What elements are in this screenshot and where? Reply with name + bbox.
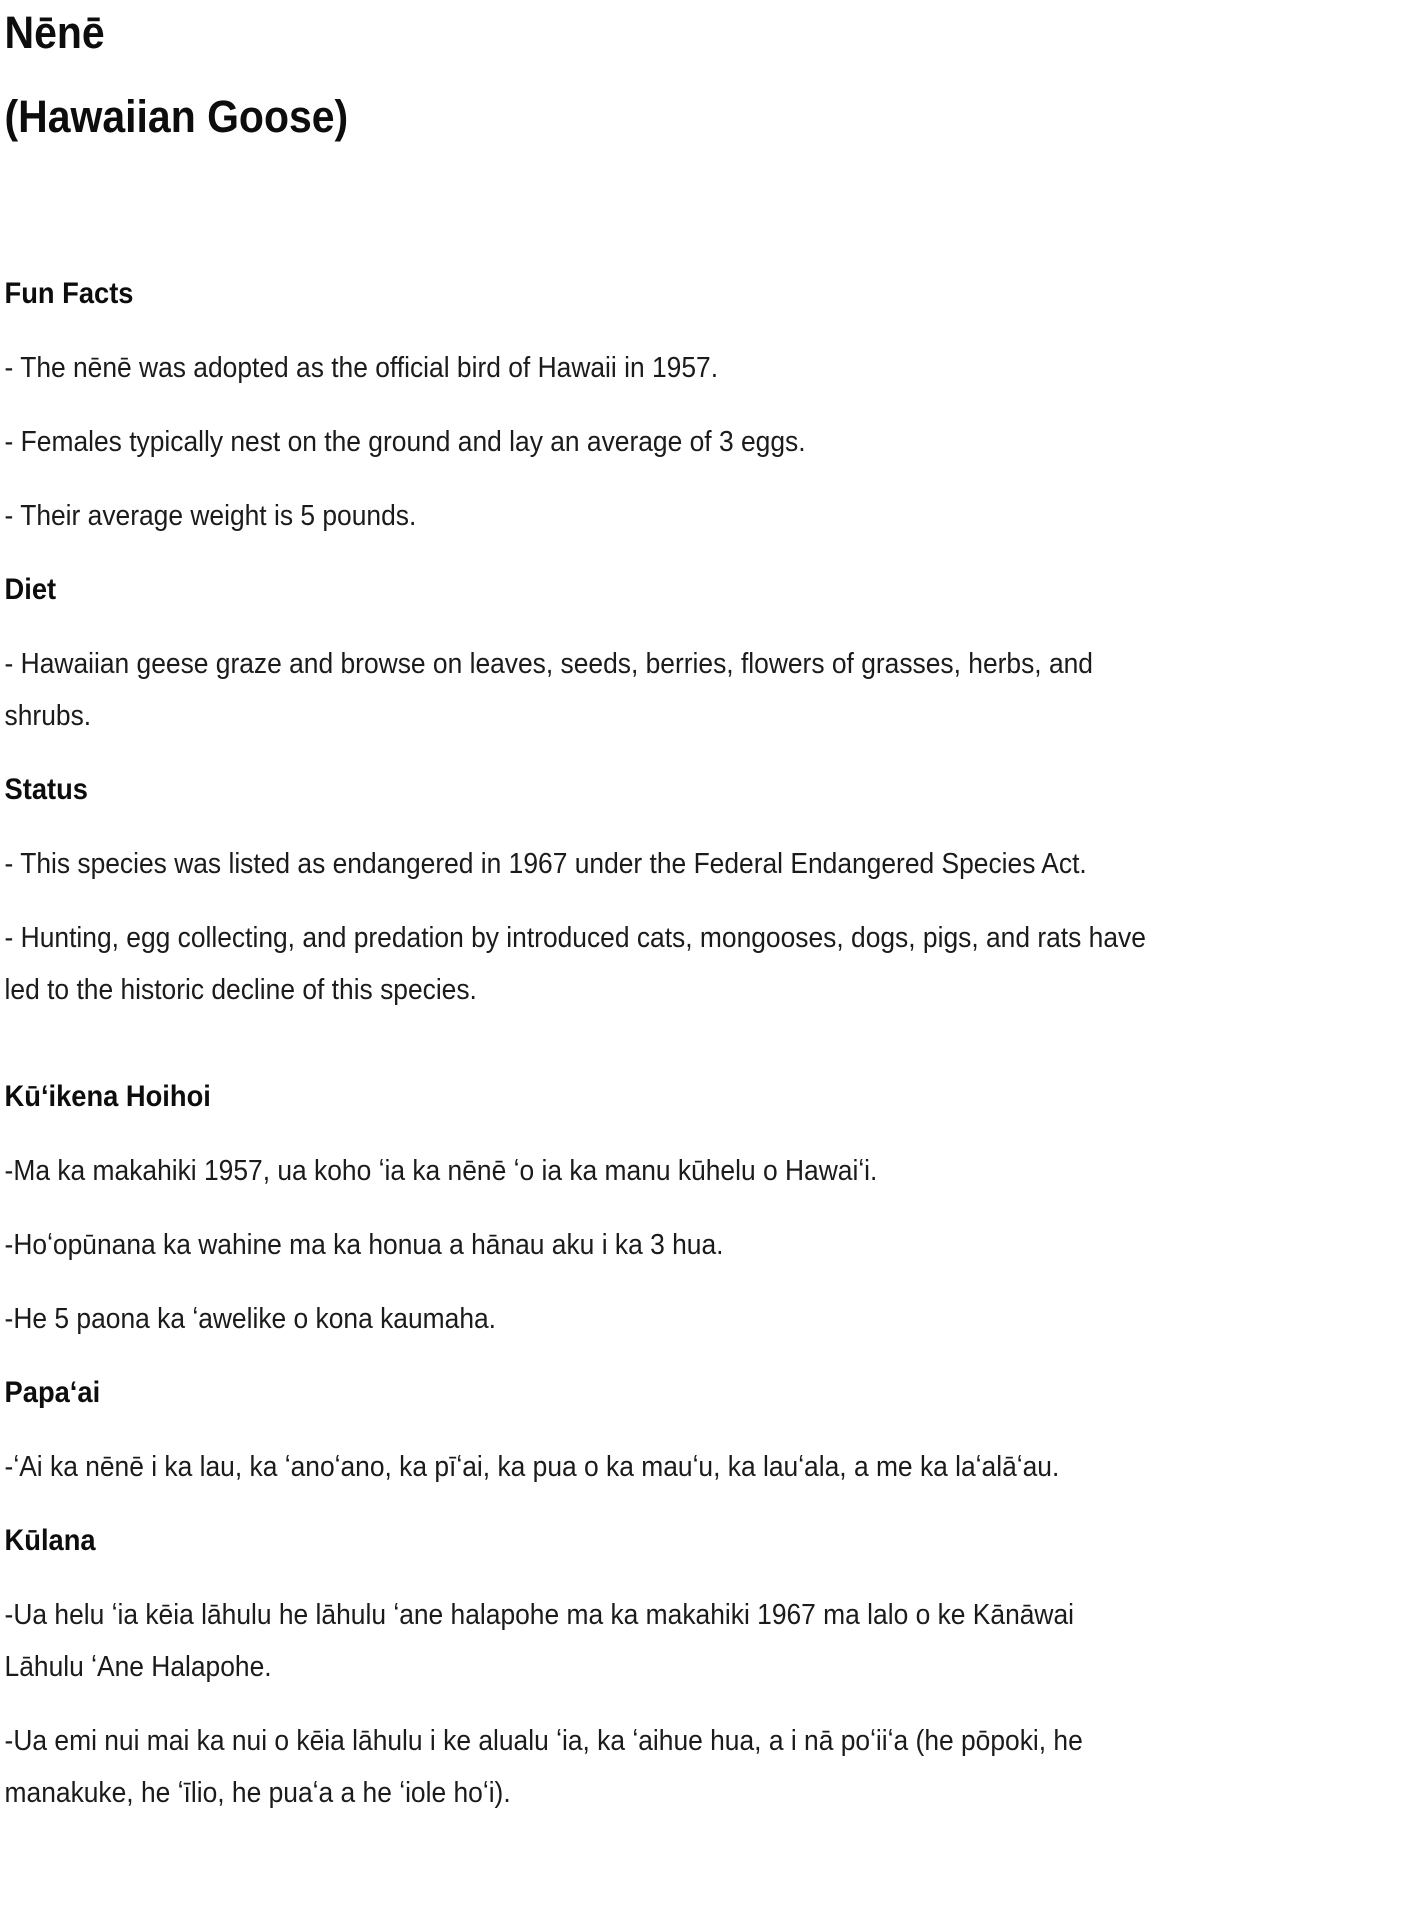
section-heading: Kūʻikena Hoihoi [4,1080,211,1113]
section-heading: Fun Facts [4,277,134,310]
fact-paragraph: -Ua emi nui mai ka nui o kēia lāhulu i ke alualu ʻia, ka ʻaihue hua, a i nā poʻiiʻa (he pōpoki, he manakuke, he ʻīlio, he puaʻa a he ʻiole hoʻi). [4,1725,1083,1809]
fact-paragraph: - Hawaiian geese graze and browse on leaves, seeds, berries, flowers of grasses, herbs, and shrubs. [4,648,1093,732]
document-header [5,6,1156,144]
fact-paragraph: -Hoʻopūnana ka wahine ma ka honua a hānau aku i ka 3 hua. [4,1229,724,1261]
page-title: Nēnē [4,7,105,58]
section-heading: Papaʻai [4,1376,101,1409]
section-heading: Kūlana [4,1524,96,1557]
fact-paragraph: - This species was listed as endangered in 1967 under the Federal Endangered Species Act. [4,848,1087,880]
fact-paragraph: - The nēnē was adopted as the official bird of Hawaii in 1957. [4,352,719,384]
content-group-hawaiian [5,1071,1156,1819]
section-heading: Status [4,773,88,806]
content-group-english [5,268,1156,1016]
fact-paragraph: - Females typically nest on the ground and lay an average of 3 eggs. [4,426,806,458]
fact-paragraph: -Ua helu ʻia kēia lāhulu he lāhulu ʻane halapohe ma ka makahiki 1967 ma lalo o ke Kānāwai Lāhulu ʻAne Halapohe. [4,1599,1075,1683]
fact-paragraph: - Their average weight is 5 pounds. [4,500,417,532]
fact-paragraph: -Ma ka makahiki 1957, ua koho ʻia ka nēnē ʻo ia ka manu kūhelu o Hawaiʻi. [4,1155,878,1187]
section-heading: Diet [4,573,57,606]
page-subtitle: (Hawaiian Goose) [4,91,349,142]
fact-paragraph: - Hunting, egg collecting, and predation by introduced cats, mongooses, dogs, pigs, and rats have led to the historic decline of this species. [4,922,1146,1006]
document-body [5,268,1156,1819]
fact-paragraph: -ʻAi ka nēnē i ka lau, ka ʻanoʻano, ka pīʻai, ka pua o ka mauʻu, ka lauʻala, a me ka laʻalāʻau. [4,1451,1060,1483]
fact-paragraph: -He 5 paona ka ʻawelike o kona kaumaha. [4,1303,497,1335]
